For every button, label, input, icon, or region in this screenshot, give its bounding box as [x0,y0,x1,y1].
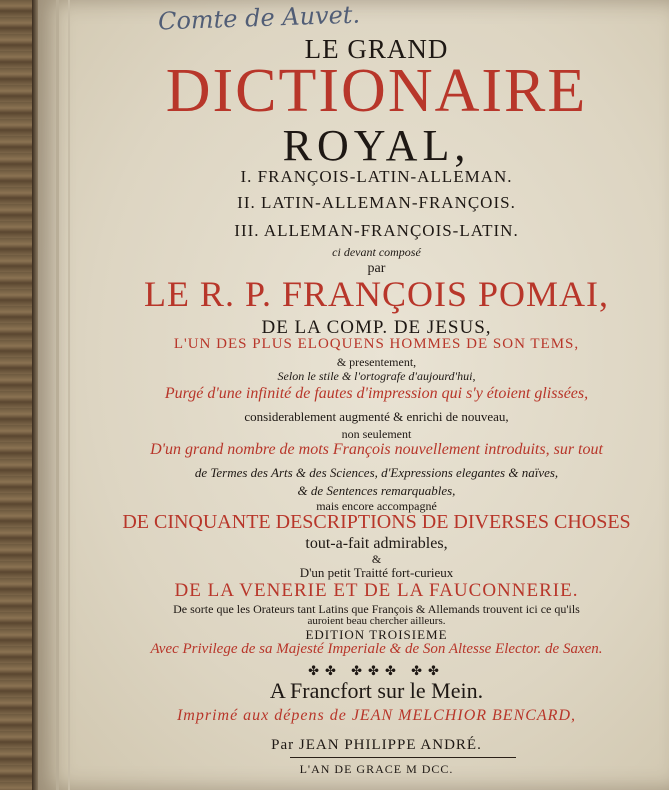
title-le-grand: LE GRAND [304,34,449,64]
ci-devant-line: ci devant composé [332,245,421,259]
handwritten-signature: Comte de Auvet. [157,0,361,36]
part-two: II. LATIN-ALLEMAN-FRANÇOIS. [237,193,516,212]
grand-nombre-line: D'un grand nombre de mots François nouvellement introduits, sur tout [150,441,603,458]
de-sorte-line: De sorte que les Orateurs tant Latins que François & Allemands trouvent ici ce qu'ils [173,602,580,616]
descriptor-line: L'UN DES PLUS ELOQUENS HOMMES DE SON TEMS, [173,336,580,352]
cinquante-line: DE CINQUANTE DESCRIPTIONS DE DIVERSES CHOSES [122,511,631,533]
purge-line: Purgé d'une infinité de fautes d'impression qui s'y étoient glissées, [164,385,589,402]
company-line: DE LA COMP. DE JESUS, [261,317,492,338]
ornament-divider: ✤✤ ✤✤✤ ✤✤ [308,663,445,678]
considerablement-line: considerablement augmenté & enrichi de nouveau, [244,409,509,424]
ampersand-line: & [371,552,382,566]
title-page [38,0,669,790]
imprint-printer: Par JEAN PHILIPPE ANDRÉ. [271,737,482,753]
title-dictionaire: DICTIONAIRE [165,57,588,125]
imprint-rule [290,757,516,758]
non-seulement-line: non seulement [341,427,412,441]
imprint-publisher: Imprimé aux dépens de JEAN MELCHIOR BENCARD, [176,707,577,724]
part-three: III. ALLEMAN-FRANÇOIS-LATIN. [234,221,519,240]
par-line: par [367,261,386,276]
imprint-place: A Francfort sur le Mein. [269,678,484,703]
mais-encore-line: mais encore accompagné [316,499,437,513]
book-spine [0,0,38,790]
author-name: LE R. P. FRANÇOIS POMAI, [143,274,610,314]
petit-traitte-line: D'un petit Traitté fort-curieux [299,565,454,580]
presentement-line: & presentement, [336,355,417,369]
termes-line: de Termes des Arts & des Sciences, d'Expressions elegantes & naïves, [194,465,559,480]
title-royal: ROYAL, [282,121,471,170]
imprint-year: L'AN DE GRACE M DCC. [299,762,454,776]
sentences-line: & de Sentences remarquables, [297,483,456,498]
tout-line: tout-a-fait admirables, [305,535,448,552]
part-one: I. FRANÇOIS-LATIN-ALLEMAN. [240,167,513,186]
selon-line: Selon le stile & l'ortografe d'aujourd'hui, [277,369,476,383]
venerie-line: DE LA VENERIE ET DE LA FAUCONNERIE. [174,580,579,601]
edition-line: EDITION TROISIEME [305,627,448,642]
auroient-line: auroient beau chercher ailleurs. [307,615,446,627]
privilege-line: Avec Privilege de sa Majesté Imperiale & de Son Altesse Elector. de Saxen. [150,641,603,657]
